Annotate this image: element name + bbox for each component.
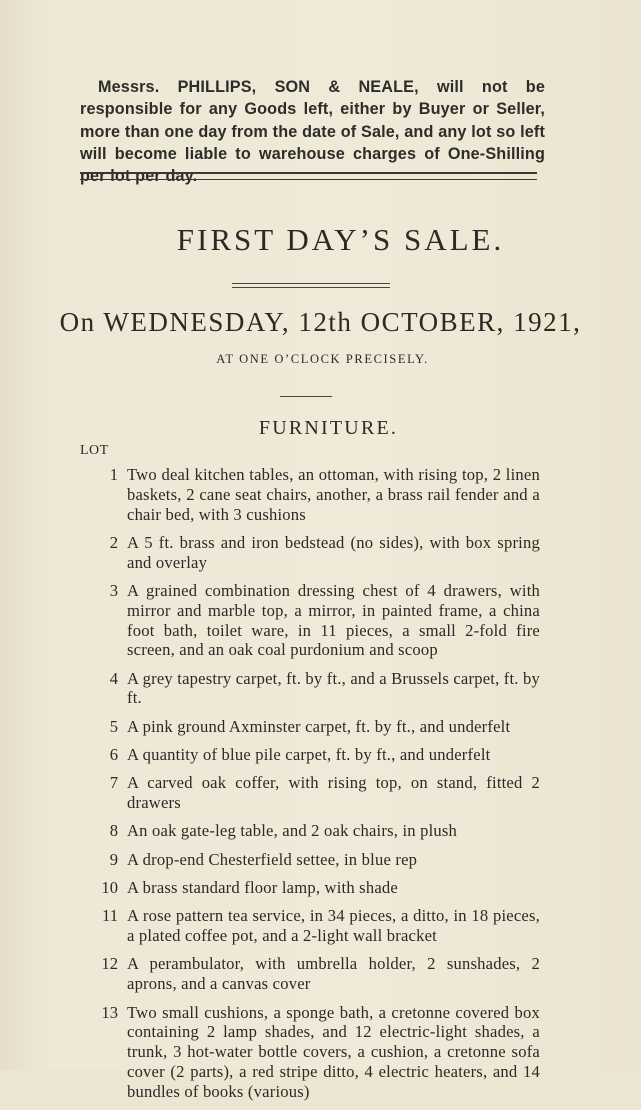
- lot-list: [80, 465, 540, 1110]
- lot-description: A perambulator, with umbrella holder, 2 sunshades, 2 aprons, and a canvas cover: [127, 954, 540, 994]
- lot-item: [80, 906, 540, 946]
- lot-description: Two small cushions, a sponge bath, a cretonne covered box containing 2 lamp shades, and 12 electric-light shades, a trunk, 3 hot-water bottle covers, a cushion, a cretonne sofa cover (2 parts), a red stripe ditto, 4 electric heaters, and 14 bundles of books (various): [127, 1002, 540, 1101]
- lot-description: A 5 ft. brass and iron bedstead (no sides), with box spring and overlay: [127, 532, 540, 572]
- lot-item: [80, 669, 540, 709]
- divider-thick: [80, 172, 537, 180]
- lot-description: A grey tapestry carpet, ft. by ft., and a Brussels carpet, ft. by ft.: [127, 668, 540, 708]
- lot-number: 11: [102, 906, 118, 926]
- lot-item: [80, 581, 540, 660]
- lot-item: [80, 954, 540, 994]
- lot-number: 1: [109, 465, 118, 484]
- lot-number: 2: [109, 532, 118, 552]
- lot-item: [80, 878, 540, 898]
- lot-item: [80, 745, 540, 765]
- lot-number: 10: [101, 878, 118, 898]
- lot-item: [80, 465, 540, 524]
- responsibility-notice: [80, 76, 545, 187]
- sale-time: AT ONE O’CLOCK PRECISELY.: [216, 352, 429, 366]
- lot-description: A rose pattern tea service, in 34 pieces, a ditto, in 18 pieces, a plated coffee pot, and a 2-light wall bracket: [127, 906, 540, 946]
- lot-description: A grained combination dressing chest of 4 drawers, with mirror and marble top, a mirror, in painted frame, a china foot bath, toilet ware, in 11 pieces, a small 2-fold fire screen, and an oak coal purdonium and scoop: [127, 580, 540, 660]
- lot-item: [80, 533, 540, 573]
- section-title: FURNITURE.: [258, 417, 399, 439]
- divider-short: [280, 396, 332, 397]
- lot-item: [80, 773, 540, 813]
- lot-item: [80, 717, 540, 737]
- divider-double: [232, 283, 390, 288]
- lot-item: [80, 821, 540, 841]
- lot-column-header: LOT: [80, 443, 109, 458]
- notice-text: Messrs. PHILLIPS, SON & NEALE, will not be responsible for any Goods left, either by Buyer or Seller, more than one day from the date of Sale, and any lot so left will become liable to warehouse charges of One-Shilling per lot per day.: [80, 78, 545, 186]
- lot-number: 12: [101, 954, 118, 974]
- lot-number: 6: [109, 745, 118, 765]
- lot-item: [80, 850, 540, 870]
- sale-title: FIRST DAY’S SALE.: [176, 222, 505, 257]
- lot-number: 8: [109, 821, 118, 841]
- lot-number: 13: [101, 1002, 118, 1022]
- sale-date: On WEDNESDAY, 12th OCTOBER, 1921,: [59, 307, 582, 337]
- lot-description: An oak gate-leg table, and 2 oak chairs, in plush: [127, 821, 458, 841]
- lot-description: A drop-end Chesterfield settee, in blue rep: [127, 849, 418, 869]
- lot-description: Two deal kitchen tables, an ottoman, with rising top, 2 linen baskets, 2 cane seat chairs, another, a brass rail fender and a chair bed, with 3 cushions: [127, 465, 540, 524]
- lot-number: 3: [109, 580, 118, 600]
- lot-number: 7: [109, 773, 118, 793]
- lot-description: A carved oak coffer, with rising top, on stand, fitted 2 drawers: [127, 773, 540, 813]
- lot-description: A brass standard floor lamp, with shade: [127, 878, 398, 898]
- lot-description: A pink ground Axminster carpet, ft. by ft., and underfelt: [127, 716, 511, 736]
- lot-description: A quantity of blue pile carpet, ft. by ft., and underfelt: [127, 745, 491, 765]
- lot-number: 4: [109, 668, 118, 688]
- lot-item: [80, 1003, 540, 1102]
- lot-number: 9: [109, 849, 118, 869]
- lot-number: 5: [109, 716, 118, 736]
